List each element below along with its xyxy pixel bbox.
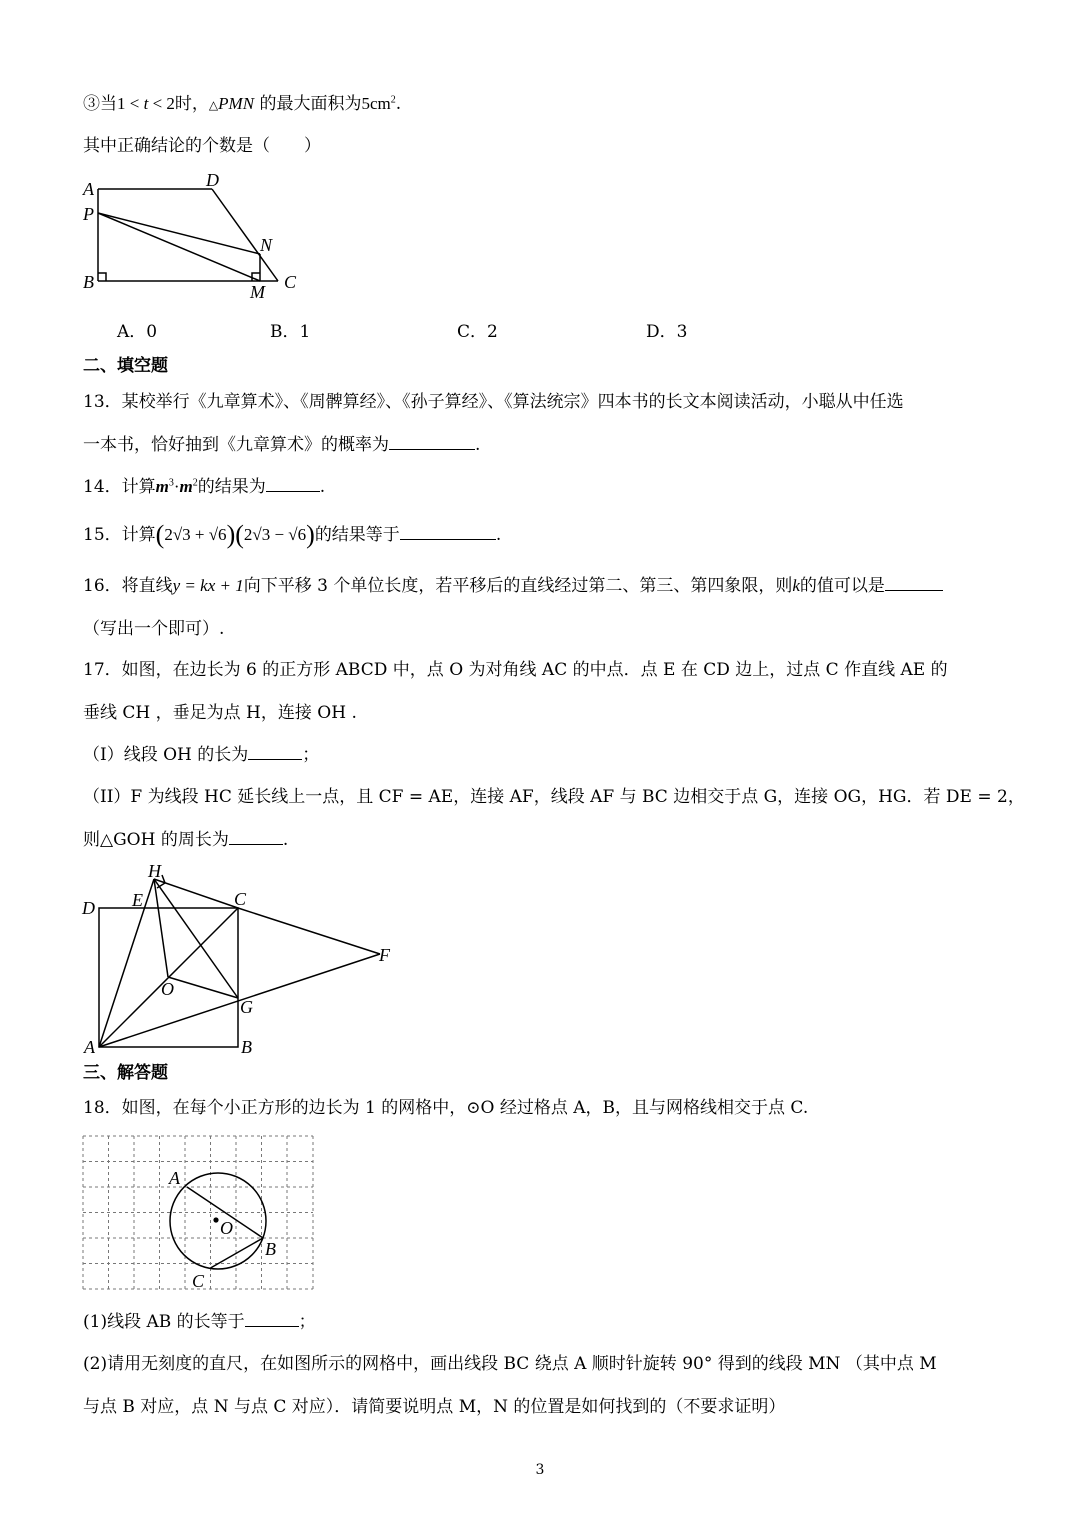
q17-label-c: C [234,889,247,909]
q12-option-b[interactable]: B．1 [270,322,311,342]
q18-label-a: A [169,1168,180,1188]
q12-label-m: M [250,282,265,302]
q17-line-1: 17．如图，在边长为 6 的正方形 ABCD 中，点 O 为对角线 AC 的中点．点 E 在 CD 边上，过点 C 作直线 AE 的 [83,660,948,680]
q17-label-a: A [84,1037,95,1057]
q13-line-1: 13．某校举行《九章算术》、《周髀算经》、《孙子算经》、《算法统宗》四本书的长文本阅读活动，小聪从中任选 [83,392,904,412]
q17-figure [80,860,410,1060]
q16-answer-blank[interactable] [885,574,943,591]
q17-part-2: （II）F 为线段 HC 延长线上一点，且 CF = AE，连接 AF，线段 AF 与 BC 边相交于点 G，连接 OG，HG．若 DE = 2， [83,787,1025,807]
q12-label-a: A [83,179,94,199]
q15-answer-blank[interactable] [400,523,496,540]
q17-label-h: H [148,861,161,881]
q12-label-n: N [260,235,273,255]
q13-line-2: 一本书，恰好抽到《九章算术》的概率为 . [83,435,481,455]
q18-part-2-line-1: (2)请用无刻度的直尺，在如图所示的网格中，画出线段 BC 绕点 A 顺时针旋转 90° 得到的线段 MN （其中点 M [83,1354,937,1374]
q18-line-1: 18．如图，在每个小正方形的边长为 1 的网格中，⊙O 经过格点 A，B，且与网格线相交于点 C. [83,1098,809,1118]
q12-option-d[interactable]: D．3 [646,322,688,342]
q13-answer-blank[interactable] [389,433,475,450]
q17-part-1: （I）线段 OH 的长为 ； [83,745,320,765]
q16-line-1: 16．将直线y = kx + 1向下平移 3 个单位长度，若平移后的直线经过第二、第三、第四象限，则k的值可以是 [83,574,943,598]
q12-condition-3: ③当1 < t < 2时，△PMN 的最大面积为$5cm^2$. [83,94,402,114]
q17-label-e: E [132,890,143,910]
q18-part-2-line-2: 与点 B 对应，点 N 与点 C 对应）．请简要说明点 M，N 的位置是如何找到的（不要求证明） [83,1397,786,1417]
q12-label-c: C [284,272,297,292]
q14: 14．计算$m^3\cdot m^2$的结果为 . [83,477,326,497]
q18-grid-figure [80,1134,320,1294]
q18-part-1: (1)线段 AB 的长等于 ； [83,1312,316,1332]
q18-label-c: C [192,1271,205,1291]
q17-label-d: D [82,898,95,918]
q18-part1-blank[interactable] [245,1310,299,1327]
q12-option-c[interactable]: C．2 [457,322,498,342]
q18-label-o: O [220,1218,233,1238]
q12-label-p: P [83,204,94,224]
page-number: 3 [535,1462,545,1478]
q12-label-b: B [83,272,94,292]
section-3-title: 三、解答题 [83,1063,168,1083]
q17-label-o: O [161,979,174,999]
q12-option-a[interactable]: A．0 [117,322,158,342]
q14-answer-blank[interactable] [266,475,320,492]
q12-label-d: D [206,170,219,190]
q17-part1-blank[interactable] [248,743,302,760]
q17-label-b: B [241,1037,252,1057]
q15: 15．计算(2√3 + √6)(2√3 − √6)的结果等于 . [83,520,502,549]
q17-label-f: F [379,945,390,965]
q12-figure [80,170,310,300]
q18-label-b: B [265,1239,276,1259]
q17-part-2-line-2: 则△GOH 的周长为 . [83,830,289,850]
q17-label-g: G [240,997,253,1017]
q12-question: 其中正确结论的个数是（ ） [83,136,321,156]
section-2-title: 二、填空题 [83,356,168,376]
q17-line-2: 垂线 CH ，垂足为点 H，连接 OH . [83,703,357,723]
q17-part2-blank[interactable] [229,828,283,845]
q16-line-2: （写出一个即可）. [83,619,225,639]
